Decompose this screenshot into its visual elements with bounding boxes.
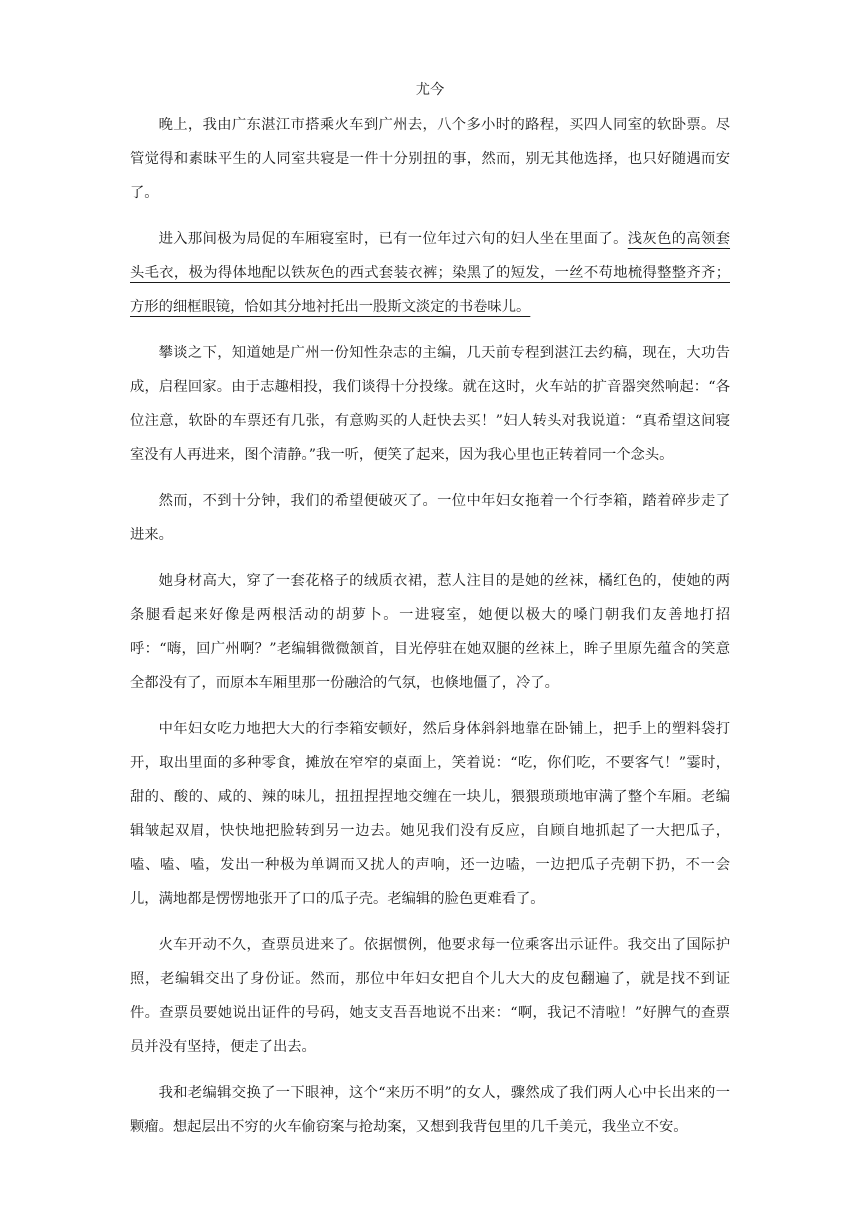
author-name: 尤今 xyxy=(415,82,445,98)
paragraph-8: 我和老编辑交换了一下眼神，这个“来历不明”的女人，骤然成了我们两人心中长出来的一颗瘤。想起层出不穷的火车偷窃案与抢劫案，又想到我背包里的几千美元，我坐立不安。 xyxy=(130,1085,730,1135)
paragraph-5: 她身材高大，穿了一套花格子的绒质衣裙，惹人注目的是她的丝袜，橘红色的，使她的两条腿看起来好像是两根活动的胡萝卜。一进寝室，她便以极大的嗓门朝我们友善地打招呼：“嗨，回广州啊？”老编辑微微颔首，目光停驻在她双腿的丝袜上，眸子里原先蕴含的笑意全都没有了，而原本车厢里那一份融洽的气氛，也倏地僵了，冷了。 xyxy=(130,573,730,691)
paragraph-4: 然而，不到十分钟，我们的希望便破灭了。一位中年妇女拖着一个行李箱，踏着碎步走了进来。 xyxy=(130,493,730,543)
paragraph-6: 中年妇女吃力地把大大的行李箱安顿好，然后身体斜斜地靠在卧铺上，把手上的塑料袋打开，取出里面的多种零食，摊放在窄窄的桌面上，笑着说：“吃，你们吃，不要客气！”霎时，甜的、酸的、咸的、辣的味儿，扭扭捏捏地交缠在一块儿，猥猥琐琐地审满了整个车厢。老编辑皱起双眉，快快地把脸转到另一边去。她见我们没有反应，自顾自地抓起了一大把瓜子，嗑、嗑、嗑，发出一种极为单调而又扰人的声响，还一边嗑，一边把瓜子壳朝下扔，不一会儿，满地都是愣愣地张开了口的瓜子壳。老编辑的脸色更难看了。 xyxy=(130,721,730,907)
paragraph-2-text: 进入那间极为局促的车厢寝室时，已有一位年过六旬的妇人坐在里面了。 xyxy=(158,231,628,247)
paragraph-1: 晚上，我由广东湛江市搭乘火车到广州去，八个多小时的路程，买四人同室的软卧票。尽管觉得和素昧平生的人同室共寝是一件十分别扭的事，然而，别无其他选择，也只好随遇而安了。 xyxy=(130,117,730,201)
paragraph-3: 攀谈之下，知道她是广州一份知性杂志的主编，几天前专程到湛江去约稿，现在，大功告成，启程回家。由于志趣相投，我们谈得十分投缘。就在这时，火车站的扩音器突然响起：“各位注意，软卧的车票还有几张，有意购买的人赶快去买！”妇人转头对我说道：“真希望这间寝室没有人再进来，图个清静。”我一听，便笑了起来，因为我心里也正转着同一个念头。 xyxy=(130,345,730,463)
paragraph-2 xyxy=(130,222,730,324)
paragraph-7: 火车开动不久，查票员进来了。依据惯例，他要求每一位乘客出示证件。我交出了国际护照，老编辑交出了身份证。然而，那位中年妇女把自个儿大大的皮包翻遍了，就是找不到证件。查票员要她说出证件的号码，她支支吾吾地说不出来：“啊，我记不清啦！”好脾气的查票员并没有坚持，便走了出去。 xyxy=(130,937,730,1055)
underlined-passage: 浅灰色的高领套头毛衣，极为得体地配以铁灰色的西式套装衣裤；染黑了的短发，一丝不苟地梳得整整齐齐；方形的细框眼镜，恰如其分地衬托出一股斯文淡定的书卷味儿。 xyxy=(130,231,731,315)
document-page xyxy=(130,70,730,1156)
